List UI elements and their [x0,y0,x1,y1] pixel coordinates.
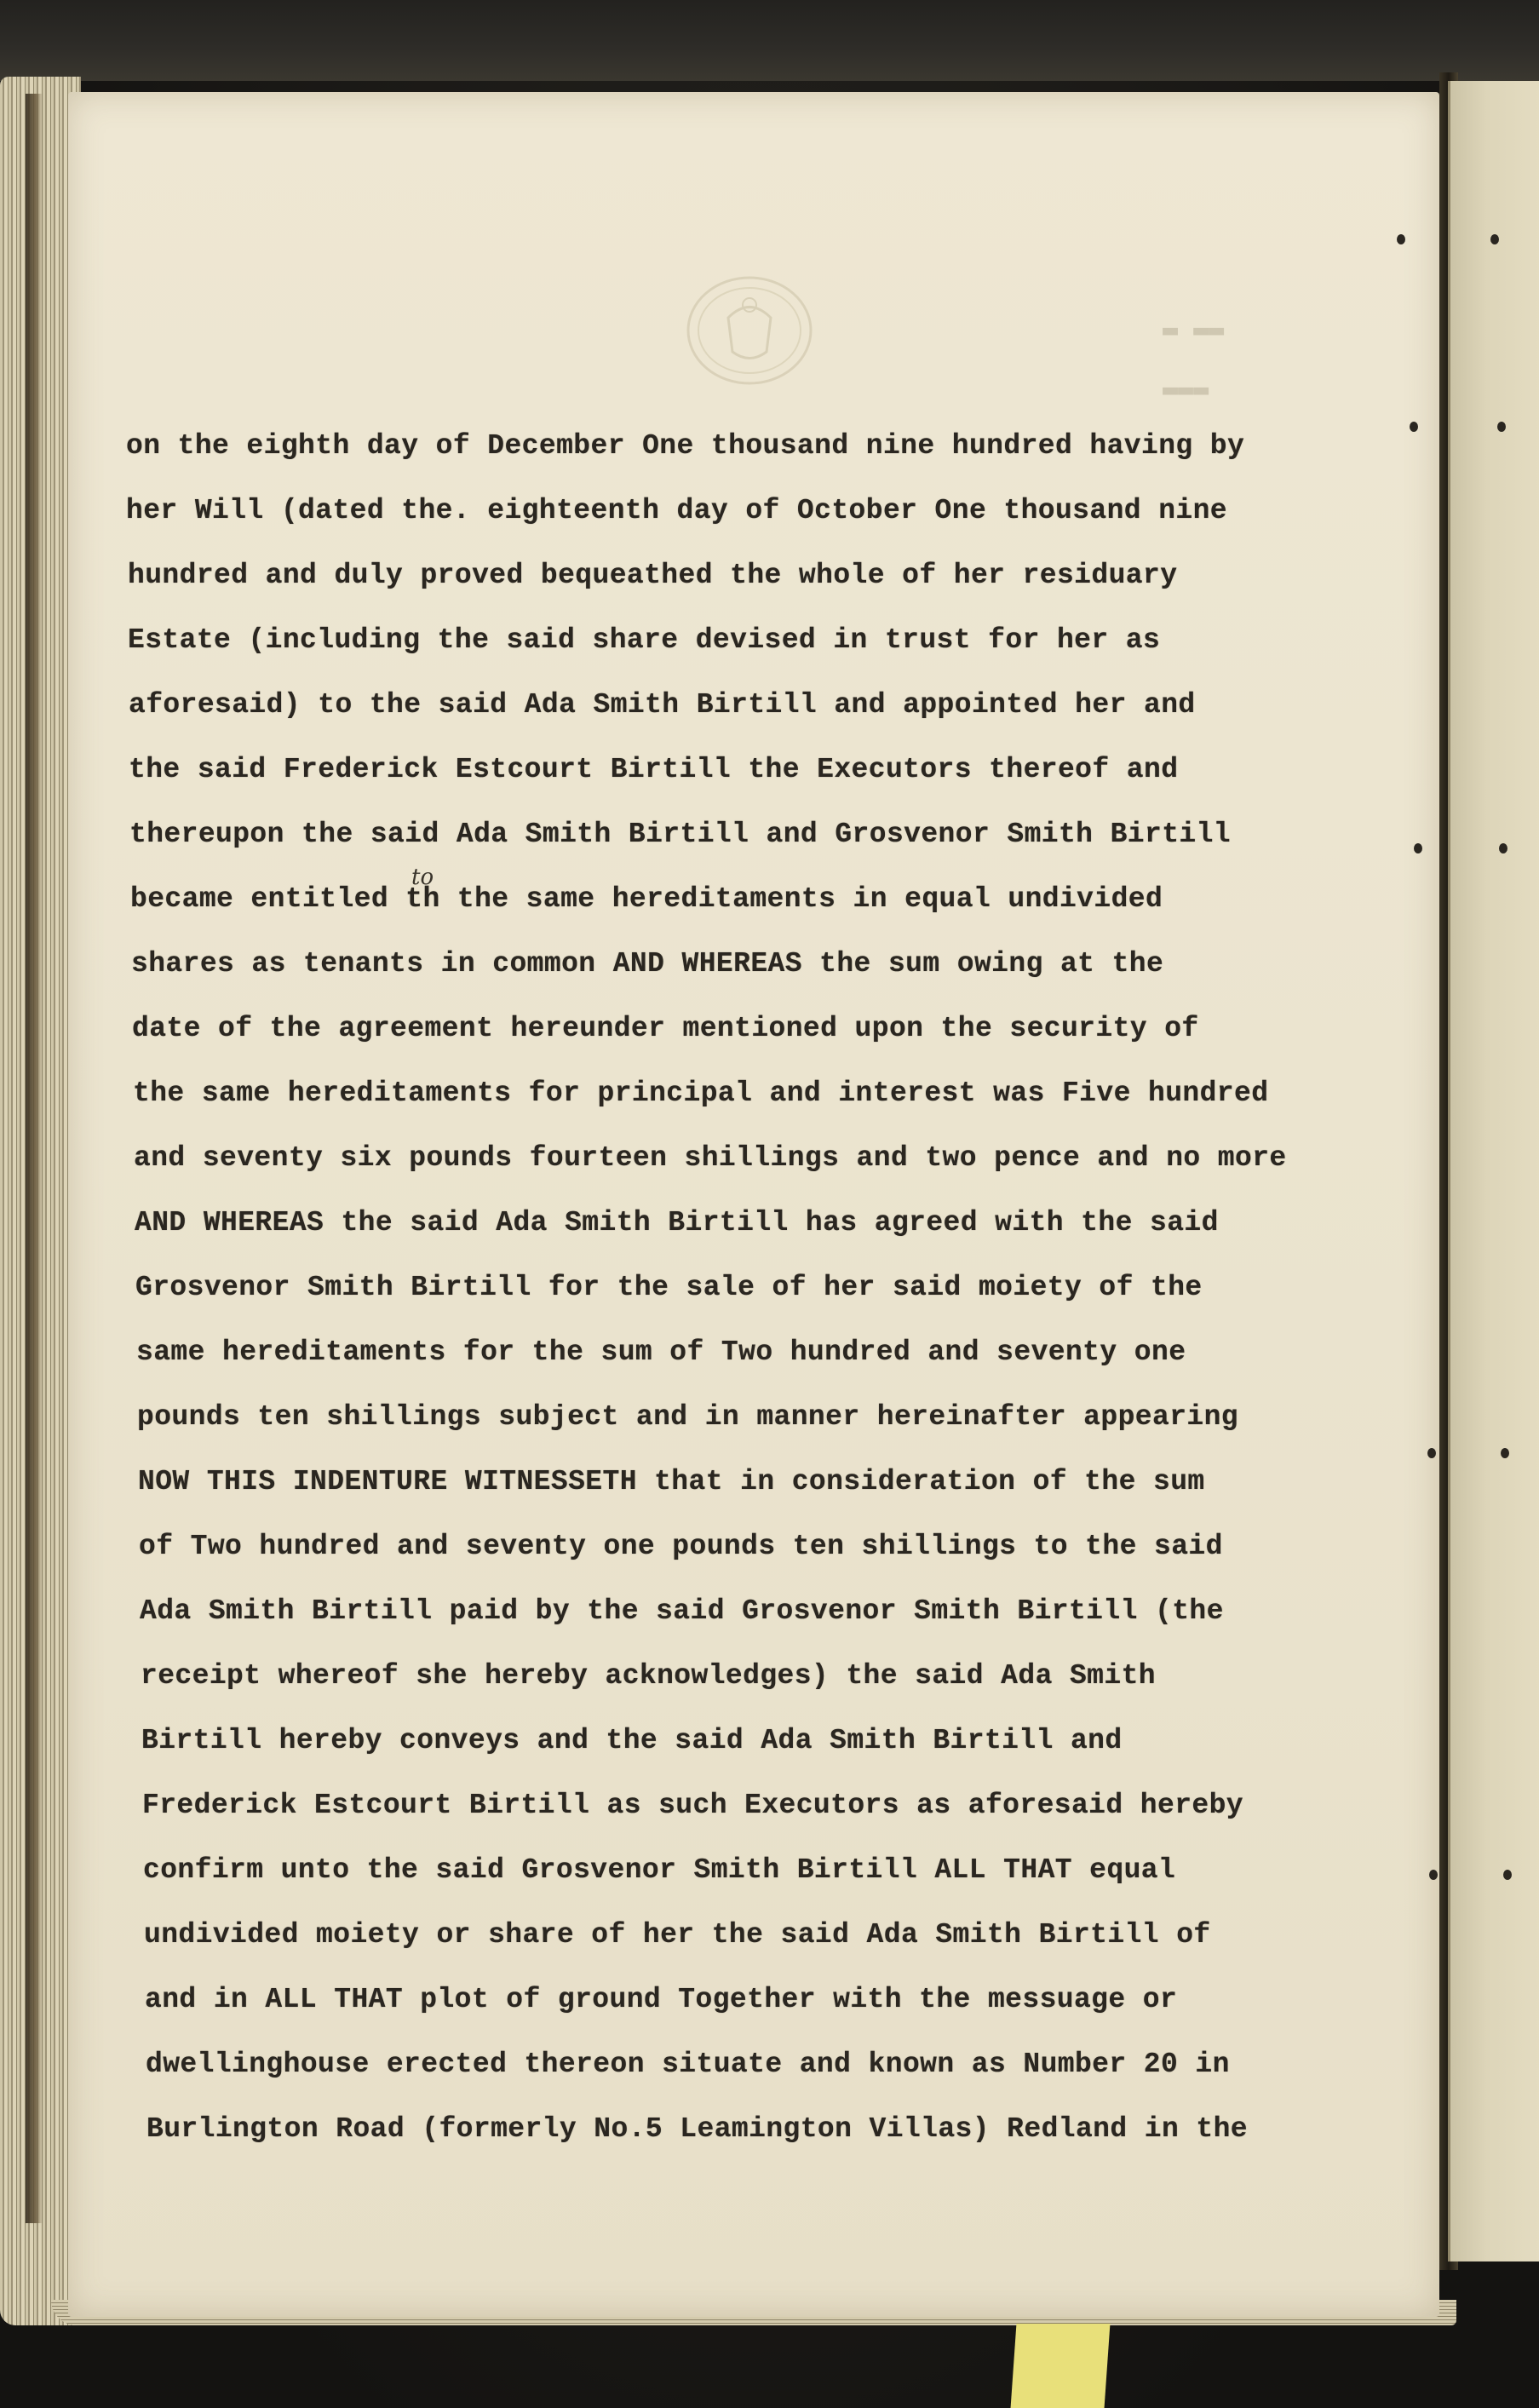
yellow-bookmark-tab [1011,2324,1111,2408]
binding-shadow [26,94,43,2223]
book-cover-edge [0,0,1539,81]
text-line: pounds ten shillings subject and in manner hereinafter appearing [137,1401,1239,1433]
text-line: shares as tenants in common AND WHEREAS the sum owing at the [131,948,1164,980]
binding-hole [1429,1870,1438,1880]
text-line: NOW THIS INDENTURE WITNESSETH that in consideration of the sum [138,1466,1205,1497]
text-line: the same hereditaments for principal and interest was Five hundred [133,1078,1269,1109]
text-line: AND WHEREAS the said Ada Smith Birtill has agreed with the said [135,1207,1219,1238]
text-line: the said Frederick Estcourt Birtill the Executors thereof and [129,754,1179,785]
text-line: dwellinghouse erected thereon situate and known as Number 20 in [146,2049,1230,2080]
text-line: Estate (including the said share devised in trust for her as [128,624,1161,656]
text-line: Frederick Estcourt Birtill as such Executors as aforesaid hereby [142,1790,1244,1821]
text-line: same hereditaments for the sum of Two hundred and seventy one [136,1336,1186,1368]
binding-hole [1414,843,1422,853]
text-line: thereupon the said Ada Smith Birtill and Grosvenor Smith Birtill [129,819,1232,850]
text-line: and in ALL THAT plot of ground Together with the messuage or [145,1984,1178,2015]
text-line: receipt whereof she hereby acknowledges) the said Ada Smith [141,1660,1156,1692]
binding-hole [1503,1870,1512,1880]
text-line: confirm unto the said Grosvenor Smith Birtill ALL THAT equal [143,1854,1176,1886]
text-line: hundred and duly proved bequeathed the whole of her residuary [128,560,1178,591]
embossed-seal [681,271,818,390]
text-line: aforesaid) to the said Ada Smith Birtill and appointed her and [129,689,1196,721]
binding-hole [1499,843,1507,853]
text-line: Burlington Road (formerly No.5 Leamington Villas) Redland in the [146,2113,1249,2145]
text-line: and seventy six pounds fourteen shillings and two pence and no more [134,1142,1287,1174]
binding-hole [1410,422,1418,432]
text-line: Grosvenor Smith Birtill for the sale of her said moiety of the [135,1272,1203,1303]
text-line: date of the agreement hereunder mentioned upon the security of [132,1013,1199,1044]
text-line: became entitled th the same hereditaments in equal undivided [130,883,1163,915]
faint-stamp-mark: ▬▬▬ [1163,375,1209,405]
text-line: of Two hundred and seventy one pounds ten shillings to the said [139,1531,1223,1562]
binding-hole [1490,234,1499,244]
text-line: her Will (dated the. eighteenth day of October One thousand nine [126,495,1228,526]
handwritten-correction: to [411,865,434,890]
text-line: on the eighth day of December One thousand nine hundred having by [126,430,1245,462]
binding-hole [1397,234,1405,244]
binding-hole [1501,1448,1509,1458]
text-line: Ada Smith Birtill paid by the said Grosvenor Smith Birtill (the [140,1595,1224,1627]
adjacent-page [1448,81,1539,2261]
binding-hole [1497,422,1506,432]
faint-stamp-mark: ▬ ▬▬ [1163,315,1225,345]
binding-hole [1427,1448,1436,1458]
text-line: undivided moiety or share of her the said Ada Smith Birtill of [144,1919,1211,1951]
text-line: Birtill hereby conveys and the said Ada Smith Birtill and [141,1725,1123,1756]
